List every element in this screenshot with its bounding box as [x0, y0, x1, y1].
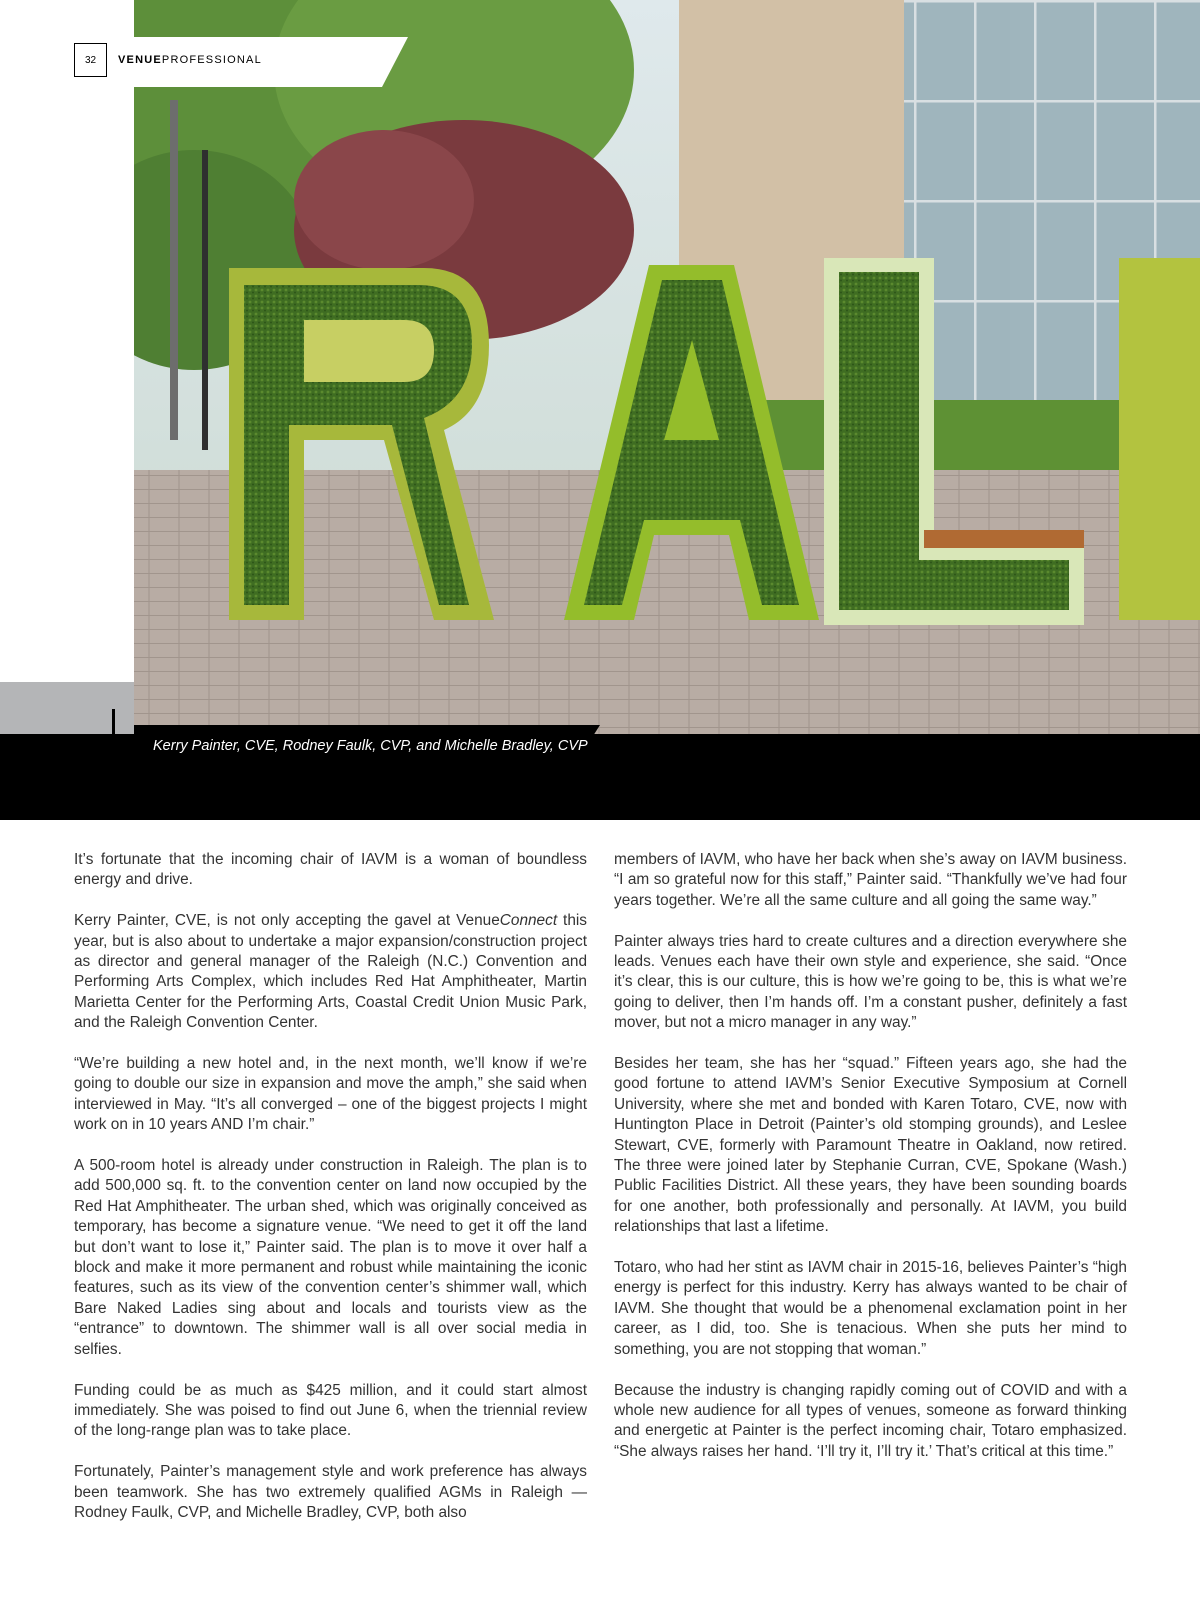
paragraph: Kerry Painter, CVE, is not only accepting the gavel at VenueConnect this year, but is also about to undertake a major expansion/construction project as director and general manager of the Raleigh (N.C.) Convention and Performing Arts Complex, which includes Red Hat Amphitheater, Martin Marietta Center for the Performing Arts, Coastal Credit Union Music Park, and the Raleigh Convention Center. — [74, 912, 588, 1032]
photo-caption: Kerry Painter, CVE, Rodney Faulk, CVP, and Michelle Bradley, CVP — [153, 738, 588, 754]
paragraph: Painter always tries hard to create cultures and a direction everywhere she leads. Venues each have their own style and experience, she said. “Once it’s clear, this is our culture, this is how we’re going to be, this is what we’re going to deliver, then I’m hands off. I’m a constant pusher, definitely a fast mover, but not a micro manager in any way.” — [614, 932, 1127, 1032]
paragraph: “We’re building a new hotel and, in the next month, we’ll know if we’re going to double our size in expansion and move the amph,” she said when interviewed in May. “It’s all converged – one of the biggest projects I might work on in 10 years AND I’m chair.” — [74, 1055, 587, 1134]
masthead-regular: PROFESSIONAL — [161, 54, 262, 66]
paragraph: Fortunately, Painter’s management style and work preference has always been teamwork. She has two extremely qualified AGMs in Raleigh — Rodney Faulk, CVP, and Michelle Bradley, CVP, both also — [74, 1463, 587, 1521]
paragraph: It’s fortunate that the incoming chair of IAVM is a woman of boundless energy and drive. — [74, 851, 587, 889]
masthead — [118, 54, 262, 66]
article-left-column — [74, 850, 587, 1544]
masthead-bold: VENUE — [118, 54, 162, 66]
paragraph: Totaro, who had her stint as IAVM chair in 2015-16, believes Painter’s “high energy is perfect for this industry. Kerry has always wanted to be chair of IAVM. She thought that would be a phenomenal exclamation point in her career, as I did, too. She is tenacious. When she puts her mind to something, you are not stopping that woman.” — [614, 1259, 1127, 1358]
hero-photo — [134, 0, 1200, 770]
paragraph: Besides her team, she has her “squad.” Fifteen years ago, she had the good fortune to attend IAVM’s Senior Executive Symposium at Cornell University, where she met and bonded with Karen Totaro, CVE, now with Huntington Place in Detroit (Painter’s old stomping grounds), and Leslee Stewart, CVE, formerly with Paramount Theatre in Oakland, now retired. The three were joined later by Stephanie Curran, CVE, Spokane (Wash.) Public Facilities District. All these years, they have been sounding boards for one another, both professionally and personally. At IAVM, you build relationships that last a lifetime. — [614, 1055, 1127, 1236]
article-right-column — [614, 850, 1127, 1483]
paragraph: members of IAVM, who have her back when she’s away on IAVM business. “I am so grateful now for this staff,” Painter said. “Thankfully we’ve had four years together. We’re all the same culture and all going the same way.” — [614, 851, 1127, 909]
paragraph: A 500-room hotel is already under construction in Raleigh. The plan is to add 500,000 sq. ft. to the convention center on land now occupied by the Red Hat Amphitheater. The urban shed, which was originally conceived as temporary, has become a signature venue. “We need to get it off the land but don’t want to lose it,” Painter said. The plan is to move it over half a block and make it more permanent and robust while maintaining the iconic features, such as its view of the convention center’s shimmer wall, which Bare Naked Ladies sing about and locals and tourists view as the “entrance” to downtown. The shimmer wall is all over social media in selfies. — [74, 1157, 587, 1358]
paragraph: Funding could be as much as $425 million, and it could start almost immediately. She was poised to find out June 6, when the triennial review of the long-range plan was to take place. — [74, 1381, 587, 1440]
page-number: 32 — [74, 43, 107, 77]
decorative-tick — [112, 709, 115, 735]
paragraph: Because the industry is changing rapidly coming out of COVID and with a whole new audience for all types of venues, someone as forward thinking and energetic at Painter is the perfect incoming chair, Totaro emphasized. “She always raises her hand. ‘I’ll try it, I’ll try it.’ That’s critical at this time.” — [614, 1381, 1127, 1460]
